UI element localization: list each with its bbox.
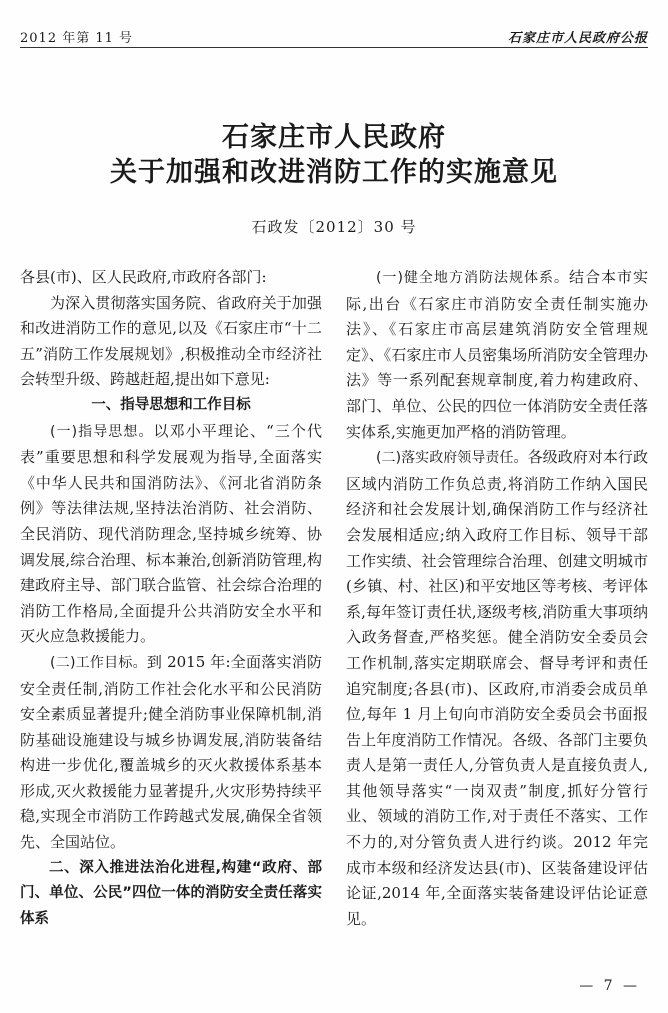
title-line-1: 石家庄市人民政府 [222, 122, 446, 153]
salutation: 各县(市)、区人民政府,市政府各部门: [20, 268, 267, 286]
paragraph-heading: (二)工作目标。 [50, 654, 147, 671]
paragraph-heading: (二)落实政府领导责任。 [376, 450, 528, 467]
document-number: 石政发〔2012〕30 号 [251, 218, 417, 236]
paragraph-heading: (一)指导思想。 [50, 423, 154, 440]
paragraph-text: 各级政府对本行政区域内消防工作负总责,将消防工作纳入国民经济和社会发展计划,确保消防工作与经济社会发展相适应;纳入政府工作目标、领导干部工作实绩、社会管理综合治理、创建文明城市(乡镇、村、社区)和平安地区等考核、考评体系,每年签订责任状,逐级考核,消防重大事项纳入政务督查,严格奖惩。健全消防安全委员会工作机制,落实定期联席会、督导考评和责任追究制度;各县(市)、区政府,市消委会成员单位,每年 1 月上旬向市消防安全委员会书面报告上年度消防工作情况。各级、各部门主要负责人是第一责任人,分管负责人是直接负责人,其他领导落实“一岗双责”制度,抓好分管行业、领域的消防工作,对于责任不落实、工作不力的,对分管负责人进行约谈。2012 年完成市本级和经济发达县(市)、区装备建设评估论证,2014 年,全面落实装备建设评估论证意见。 [346, 448, 648, 928]
section-1-heading: 一、指导思想和工作目标 [91, 396, 251, 413]
left-column [20, 265, 322, 932]
section-2-heading: 二、深入推进法治化进程,构建“政府、部门、单位、公民”四位一体的消防安全责任落实体系 [20, 859, 322, 927]
intro-paragraph: 为深入贯彻落实国务院、省政府关于加强和改进消防工作的意见,以及《石家庄市“十二五”消防工作发展规划》,积极推动全市经济社会转型升级、跨越赶超,提出如下意见: [20, 293, 322, 389]
publication-name: 石家庄市人民政府公报 [507, 31, 648, 46]
paragraph-heading: (一)健全地方消防法规体系。 [376, 270, 569, 286]
page-number: — 7 — [579, 978, 640, 994]
paragraph-text: 以邓小平理论、“三个代表”重要思想和科学发展观为指导,全面落实《中华人民共和国消防法》、《河北省消防条例》等法律法规,坚持法治消防、社会消防、全民消防、现代消防理念,坚持城乡统筹、协调发展,综合治理、标本兼治,创新消防管理,构建政府主导、部门联合监管、社会综合治理的消防工作格局,全面提升公共消防安全水平和灭火应急救援能力。 [20, 421, 322, 646]
title-line-2: 关于加强和改进消防工作的实施意见 [110, 157, 558, 188]
paragraph-text: 结合本市实际,出台《石家庄市消防安全责任制实施办法》、《石家庄市高层建筑消防安全管理规定》、《石家庄市人员密集场所消防安全管理办法》等一系列配套规章制度,着力构建政府、部门、单位、公民的四位一体消防安全责任落实体系,实施更加严格的消防管理。 [346, 268, 648, 441]
paragraph-guiding-ideology [20, 419, 322, 650]
right-column [346, 265, 648, 932]
header-rule [20, 47, 648, 48]
paragraph-government-responsibility [346, 445, 648, 932]
paragraph-work-goals [20, 650, 322, 856]
issue-label: 2012 年第 11 号 [20, 31, 134, 46]
paragraph-local-regulations [346, 265, 648, 445]
running-header [20, 27, 648, 49]
paragraph-text: 到 2015 年:全面落实消防安全责任制,消防工作社会化水平和公民消防安全素质显著提升;健全消防事业保障机制,消防基础设施建设与城乡协调发展,消防装备结构进一步优化,覆盖城乡的灭火救援体系基本形成,灭火救援能力显著提升,火灾形势持续平稳,实现全市消防工作跨越式发展,确保全省领先、全国站位。 [20, 652, 322, 852]
